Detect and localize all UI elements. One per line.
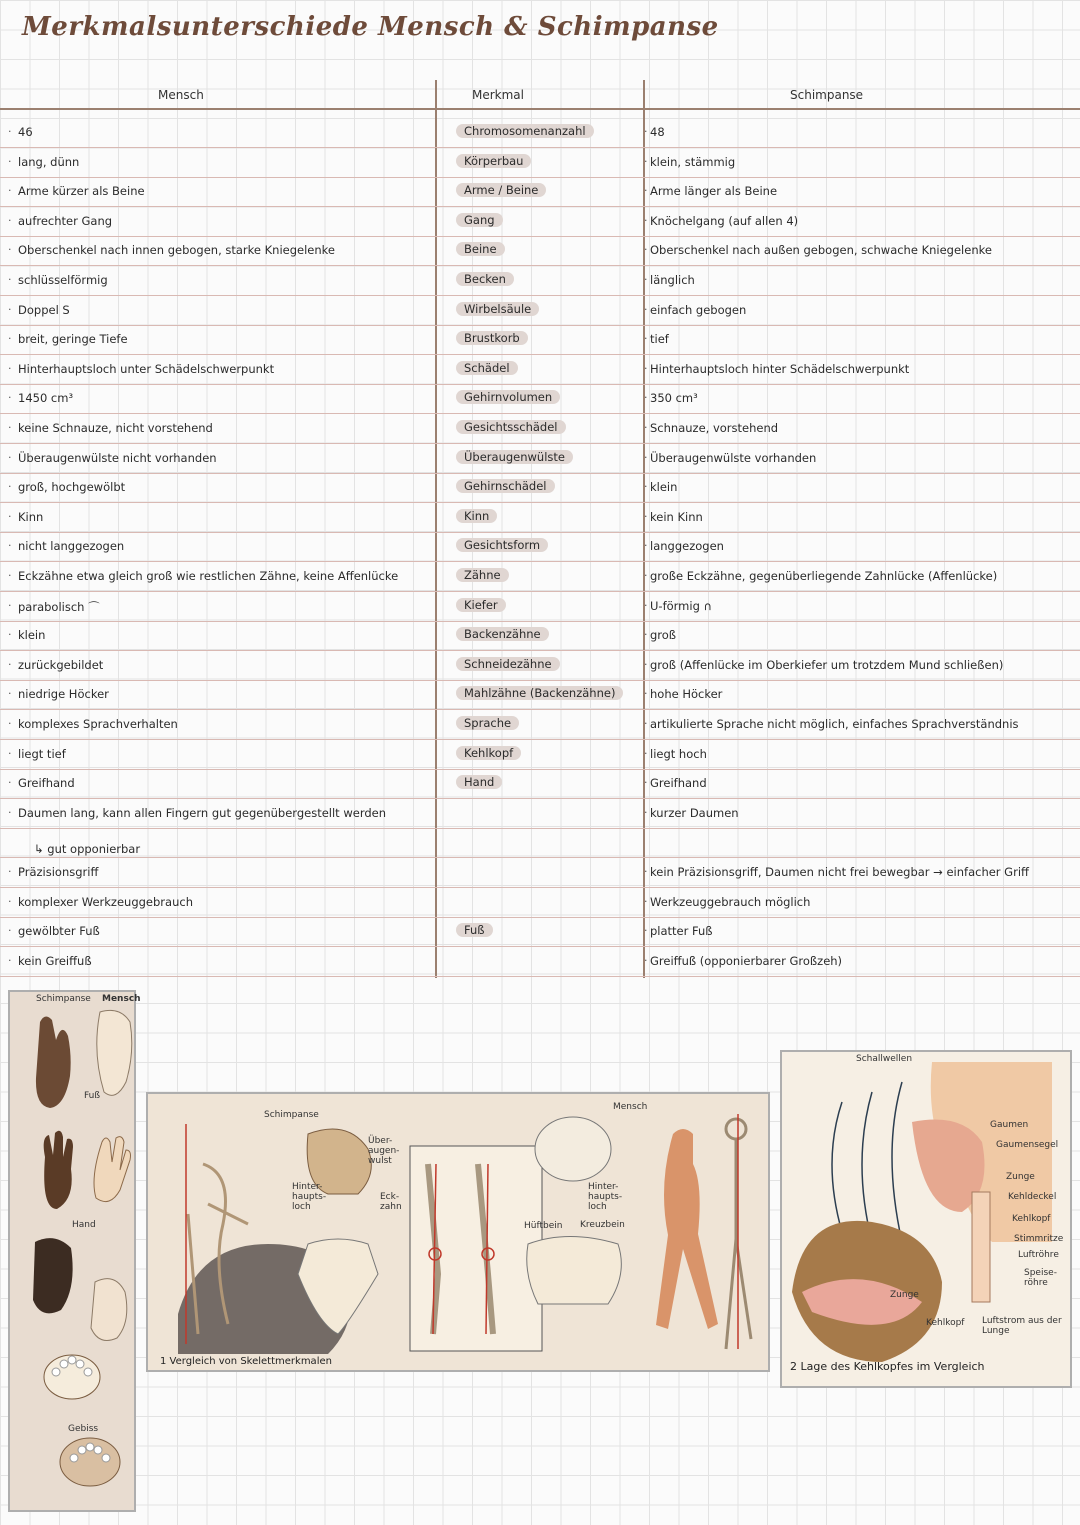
table-row (0, 149, 1080, 179)
table-row (0, 237, 1080, 267)
bullet-icon: · (8, 569, 12, 582)
cell-mensch: Daumen lang, kann allen Fingern gut gegenübergestellt werden (18, 805, 387, 820)
cell-mensch: nicht langgezogen (18, 539, 125, 554)
table-row (0, 533, 1080, 563)
bullet-icon: · (8, 509, 12, 523)
bullet-icon: · (644, 125, 648, 138)
bullet-icon: · (644, 154, 648, 168)
bullet-icon: · (8, 894, 12, 908)
bullet-icon: · (8, 924, 12, 938)
bullet-icon: · (8, 865, 12, 878)
bullet-icon: · (644, 184, 648, 198)
header-merkmal: Merkmal (472, 88, 524, 102)
header-divider (0, 108, 1080, 110)
cell-schimpanse: liegt hoch (650, 746, 707, 761)
cell-schimpanse: Überaugenwülste vorhanden (650, 450, 817, 465)
cell-schimpanse: Greifhand (650, 776, 707, 791)
cell-schimpanse: klein (650, 480, 678, 495)
cell-schimpanse: länglich (650, 273, 695, 287)
bullet-icon: · (644, 598, 648, 612)
bullet-icon: · (8, 746, 12, 760)
bullet-icon: · (644, 391, 648, 405)
cell-schimpanse: U-förmig ∩ (650, 598, 712, 613)
table-row (0, 267, 1080, 297)
bullet-icon: · (8, 421, 12, 434)
bullet-icon: · (8, 776, 12, 790)
cell-mensch: kein Greiffuß (18, 953, 92, 968)
cell-schimpanse: artikulierte Sprache nicht möglich, einfaches Sprachverständnis (650, 717, 1019, 731)
table-row (0, 948, 1080, 978)
cell-mensch: komplexes Sprachverhalten (18, 717, 178, 731)
table-row (0, 119, 1080, 149)
cell-mensch: Hinterhauptsloch unter Schädelschwerpunkt (18, 361, 275, 376)
cell-schimpanse: Knöchelgang (auf allen 4) (650, 213, 799, 228)
cell-mensch: schlüsselförmig (18, 273, 108, 287)
cell-mensch: Präzisionsgriff (18, 865, 99, 879)
bullet-icon: · (644, 332, 648, 346)
table-row (0, 859, 1080, 889)
bullet-icon: · (644, 273, 648, 286)
figure-skeleton-comparison (146, 1092, 770, 1372)
cell-mensch: niedrige Höcker (18, 687, 109, 702)
cell-schimpanse: Hinterhauptsloch hinter Schädelschwerpunkt (650, 361, 910, 376)
cell-merkmal: Arme / Beine (456, 183, 546, 197)
lar-gaumen: Gaumen (990, 1120, 1029, 1130)
cell-mensch: 1450 cm³ (18, 391, 74, 406)
bullet-icon: · (644, 746, 648, 760)
skel-hinterhauptsloch-m: Hinter-haupts-loch (588, 1182, 623, 1212)
lar-stimmritze: Stimmritze (1014, 1234, 1064, 1244)
table-row (0, 652, 1080, 682)
table-row (0, 415, 1080, 445)
header-mensch: Mensch (158, 88, 204, 102)
cell-merkmal: Backenzähne (456, 627, 549, 641)
cell-mensch: Arme kürzer als Beine (18, 184, 145, 199)
bullet-icon: · (8, 598, 12, 612)
figure-hand-foot-teeth (8, 990, 141, 1512)
table-row (0, 770, 1080, 800)
bullet-icon: · (8, 273, 12, 286)
chimp-grip-shape (33, 1238, 73, 1313)
bullet-icon: · (644, 213, 648, 227)
cell-merkmal: Kinn (456, 509, 497, 523)
cell-schimpanse: Werkzeuggebrauch möglich (650, 894, 811, 909)
skel-mensch: Mensch (613, 1102, 648, 1112)
table-row (0, 326, 1080, 356)
cell-mensch: breit, geringe Tiefe (18, 332, 128, 347)
table-row (0, 829, 1080, 859)
table-row (0, 622, 1080, 652)
cell-schimpanse: einfach gebogen (650, 302, 747, 317)
bullet-icon: · (8, 805, 12, 819)
cell-mensch: Kinn (18, 509, 44, 524)
bullet-icon: · (8, 480, 12, 494)
bullet-icon: · (8, 687, 12, 701)
bullet-icon: · (8, 391, 12, 405)
lar-kehlkopf: Kehlkopf (1012, 1214, 1051, 1224)
cell-schimpanse: kurzer Daumen (650, 805, 739, 820)
skel-ueberaugenwulst: Über-augen-wulst (368, 1136, 400, 1166)
skel-eckzahn: Eck-zahn (380, 1192, 402, 1212)
cell-mensch: groß, hochgewölbt (18, 480, 126, 495)
bullet-icon: · (644, 628, 648, 642)
cell-mensch: Eckzähne etwa gleich groß wie restlichen Zähne, keine Affenlücke (18, 569, 399, 583)
bullet-icon: · (8, 332, 12, 346)
bullet-icon: · (8, 213, 12, 227)
cell-mensch: komplexer Werkzeuggebrauch (18, 894, 193, 909)
bullet-icon: · (644, 539, 648, 553)
table-row (0, 711, 1080, 741)
cell-merkmal: Gesichtsform (456, 538, 548, 552)
cell-schimpanse: 48 (650, 125, 665, 139)
bullet-icon: · (8, 953, 12, 967)
cell-merkmal: Mahlzähne (Backenzähne) (456, 686, 623, 700)
cell-schimpanse: Arme länger als Beine (650, 184, 778, 199)
table-row (0, 385, 1080, 415)
human-body-shape (656, 1129, 718, 1329)
cell-schimpanse: Greiffuß (opponierbarer Großzeh) (650, 953, 843, 968)
table-row (0, 504, 1080, 534)
table-row (0, 474, 1080, 504)
cell-merkmal: Chromosomenanzahl (456, 124, 594, 138)
cell-merkmal: Becken (456, 272, 514, 286)
cell-merkmal: Beine (456, 242, 505, 256)
human-skull-shape (535, 1117, 611, 1181)
human-grip-shape (91, 1279, 127, 1341)
bullet-icon: · (8, 243, 12, 257)
cell-schimpanse: kein Präzisionsgriff, Daumen nicht frei bewegbar → einfacher Griff (650, 865, 1029, 879)
bullet-icon: · (8, 539, 12, 553)
table-row (0, 918, 1080, 948)
bullet-icon: · (644, 717, 648, 730)
lar-schallwellen: Schallwellen (856, 1054, 913, 1064)
lar-caption: 2 Lage des Kehlkopfes im Vergleich (790, 1360, 985, 1373)
bullet-icon: · (8, 450, 12, 464)
skel-hueftbein: Hüftbein (524, 1221, 563, 1231)
bullet-icon: · (644, 865, 648, 878)
cell-merkmal: Fuß (456, 923, 493, 937)
bullet-icon: · (8, 717, 12, 730)
bullet-icon: · (644, 805, 648, 819)
fig-left-fuss: Fuß (84, 1091, 101, 1101)
cell-merkmal: Sprache (456, 716, 519, 730)
hand-foot-teeth-illustration (10, 992, 138, 1514)
cell-schimpanse: langgezogen (650, 539, 724, 554)
table-row (0, 741, 1080, 771)
row-rule (0, 976, 1080, 977)
cell-mensch: keine Schnauze, nicht vorstehend (18, 421, 213, 435)
bullet-icon: · (644, 953, 648, 967)
bullet-icon: · (644, 687, 648, 701)
bullet-icon: · (644, 450, 648, 464)
bullet-icon: · (644, 243, 648, 257)
skel-caption: 1 Vergleich von Skelettmerkmalen (160, 1356, 332, 1367)
cell-mensch: aufrechter Gang (18, 213, 113, 228)
table-row (0, 563, 1080, 593)
page-title: Merkmalsunterschiede Mensch & Schimpanse (22, 12, 719, 42)
human-pelvis-shape (527, 1237, 622, 1305)
bullet-icon: · (8, 184, 12, 198)
cell-merkmal: Schädel (456, 361, 518, 375)
cell-merkmal: Brustkorb (456, 331, 528, 345)
cell-merkmal: Überaugenwülste (456, 450, 573, 464)
cell-merkmal: Gehirnvolumen (456, 390, 560, 404)
cell-schimpanse: Schnauze, vorstehend (650, 421, 779, 435)
cell-mensch: zurückgebildet (18, 657, 104, 672)
lar-zunge: Zunge (1006, 1172, 1035, 1182)
table-row (0, 178, 1080, 208)
lar-kehlkopf2: Kehlkopf (926, 1318, 965, 1328)
bullet-icon: · (644, 924, 648, 938)
fig-left-gebiss: Gebiss (68, 1424, 99, 1434)
cell-merkmal: Kehlkopf (456, 746, 521, 760)
bullet-icon: · (644, 421, 648, 434)
table-row (0, 800, 1080, 830)
cell-merkmal: Körperbau (456, 154, 531, 168)
table-row (0, 297, 1080, 327)
table-row (0, 356, 1080, 386)
cell-mensch: Doppel S (18, 302, 70, 317)
cell-schimpanse: groß (Affenlücke im Oberkiefer um trotzdem Mund schließen) (650, 657, 1004, 672)
bullet-icon: · (644, 657, 648, 671)
cell-merkmal: Schneidezähne (456, 657, 560, 671)
cell-mensch: gewölbter Fuß (18, 924, 100, 939)
bullet-icon: · (644, 302, 648, 316)
bullet-icon: · (8, 154, 12, 168)
cell-mensch: parabolisch ⌒ (18, 599, 100, 614)
cell-mensch: lang, dünn (18, 154, 80, 169)
fig-left-hand: Hand (72, 1220, 96, 1230)
cell-merkmal: Wirbelsäule (456, 302, 539, 316)
bullet-icon: · (8, 657, 12, 671)
human-foot-shape (97, 1010, 132, 1095)
bullet-icon: · (644, 569, 648, 582)
cell-mensch: klein (18, 628, 46, 643)
bullet-icon: · (8, 361, 12, 375)
skel-schimpanse: Schimpanse (264, 1110, 319, 1120)
bullet-icon: · (644, 894, 648, 908)
human-hand-shape (94, 1137, 131, 1202)
lar-gaumensegel: Gaumensegel (996, 1140, 1059, 1150)
fig-left-schimpanse: Schimpanse (36, 994, 91, 1004)
bullet-icon: · (644, 361, 648, 375)
cell-schimpanse: große Eckzähne, gegenüberliegende Zahnlücke (Affenlücke) (650, 569, 998, 583)
table-row (0, 208, 1080, 238)
cell-merkmal: Gesichtsschädel (456, 420, 566, 434)
human-throat-shape (972, 1192, 990, 1302)
figure-larynx-comparison (780, 1050, 1072, 1388)
cell-schimpanse: platter Fuß (650, 924, 713, 939)
skel-hinterhauptsloch-s: Hinter-haupts-loch (292, 1182, 327, 1212)
table-row (0, 593, 1080, 623)
cell-merkmal: Zähne (456, 568, 509, 582)
cell-schimpanse: kein Kinn (650, 509, 703, 524)
bullet-icon: · (8, 302, 12, 316)
skel-kreuzbein: Kreuzbein (580, 1220, 625, 1230)
cell-merkmal: Gehirnschädel (456, 479, 555, 493)
chimp-foot-shape (36, 1016, 71, 1108)
cell-schimpanse: groß (650, 628, 677, 643)
bullet-icon: · (644, 480, 648, 494)
cell-mensch: Greifhand (18, 776, 75, 791)
chimp-hand-shape (44, 1131, 73, 1209)
lar-luftroehre: Luftröhre (1018, 1250, 1059, 1260)
cell-mensch: 46 (18, 125, 33, 139)
cell-mensch: Oberschenkel nach innen gebogen, starke Kniegelenke (18, 243, 335, 258)
cell-schimpanse: tief (650, 332, 669, 347)
cell-merkmal: Gang (456, 213, 503, 227)
cell-schimpanse: klein, stämmig (650, 154, 736, 169)
lar-kehldeckel: Kehldeckel (1008, 1192, 1057, 1202)
bullet-icon: · (8, 628, 12, 642)
cell-schimpanse: hohe Höcker (650, 687, 723, 702)
lar-zunge2: Zunge (890, 1290, 919, 1300)
fig-left-mensch: Mensch (102, 994, 141, 1004)
skeleton-illustration (148, 1094, 772, 1374)
lar-speiseroehre: Speise-röhre (1024, 1268, 1057, 1288)
daumen-subnote: ↳ gut opponierbar (34, 842, 141, 856)
table-row (0, 889, 1080, 919)
bullet-icon: · (8, 125, 12, 138)
cell-mensch: Überaugenwülste nicht vorhanden (18, 450, 217, 465)
cell-schimpanse: 350 cm³ (650, 391, 698, 406)
bullet-icon: · (644, 509, 648, 523)
lar-luftstrom: Luftstrom aus der Lunge (982, 1316, 1062, 1336)
cell-merkmal: Hand (456, 775, 502, 789)
table-row (0, 445, 1080, 475)
cell-schimpanse: Oberschenkel nach außen gebogen, schwache Kniegelenke (650, 243, 992, 258)
bullet-icon: · (644, 776, 648, 790)
table-row (0, 681, 1080, 711)
header-schimpanse: Schimpanse (790, 88, 864, 102)
cell-mensch: liegt tief (18, 746, 66, 761)
cell-merkmal: Kiefer (456, 598, 506, 612)
